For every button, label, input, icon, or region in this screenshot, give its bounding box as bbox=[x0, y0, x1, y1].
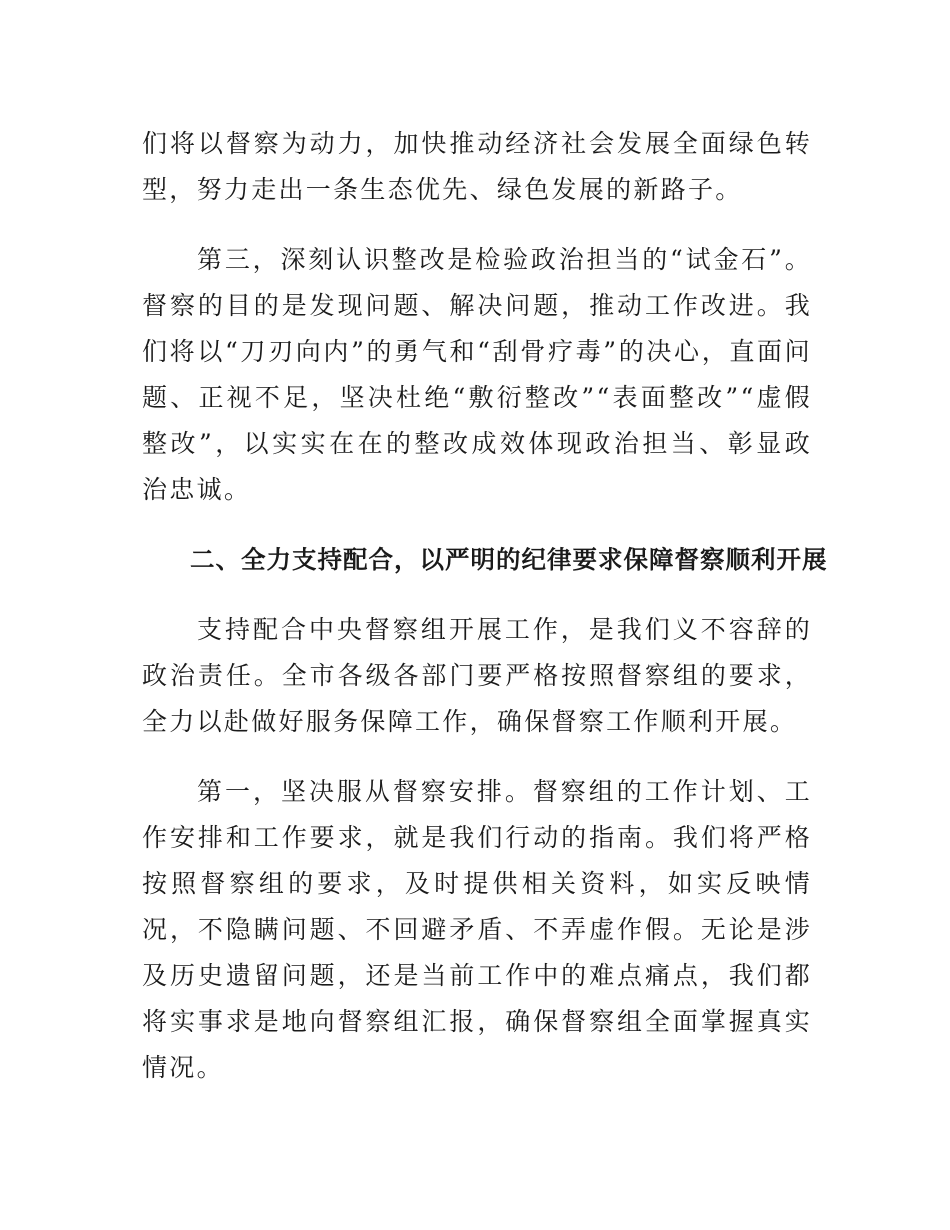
section-heading: 二、全力支持配合，以严明的纪律要求保障督察顺利开展 bbox=[190, 545, 828, 574]
document-body bbox=[142, 121, 828, 1115]
body-paragraph: 支持配合中央督察组开展工作，是我们义不容辞的政治责任。全市各级各部门要严格按照督察组的要求，全力以赴做好服务保障工作，确保督察工作顺利开展。 bbox=[142, 615, 812, 736]
body-paragraph: 第一，坚决服从督察安排。督察组的工作计划、工作安排和工作要求，就是我们行动的指南。我们将严格按照督察组的要求，及时提供相关资料，如实反映情况，不隐瞒问题、不回避矛盾、不弄虚作假。无论是涉及历史遗留问题，还是当前工作中的难点痛点，我们都将实事求是地向督察组汇报，确保督察组全面掌握真实情况。 bbox=[142, 777, 812, 1082]
body-paragraph: 第三，深刻认识整改是检验政治担当的“试金石”。督察的目的是发现问题、解决问题，推动工作改进。我们将以“刀刃向内”的勇气和“刮骨疗毒”的决心，直面问题、正视不足，坚决杜绝“敷衍整改”“表面整改”“虚假整改”，以实实在在的整改成效体现政治担当、彰显政治忠诚。 bbox=[142, 245, 812, 504]
body-paragraph: 们将以督察为动力，加快推动经济社会发展全面绿色转型，努力走出一条生态优先、绿色发展的新路子。 bbox=[142, 129, 812, 204]
